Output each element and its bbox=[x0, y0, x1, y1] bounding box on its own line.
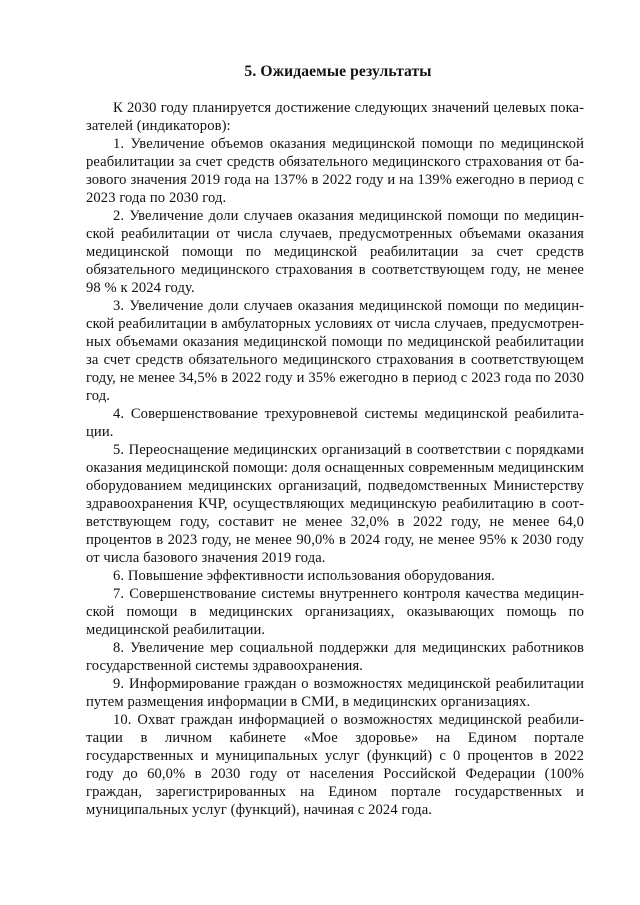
result-item-3: 3. Увеличение доли случаев оказания медицинской помощи по медицинской реабилитации в амбулаторных условиях от числа случаев, предусмотренных объемами оказания медицинской помощи по медицинской реабилитации за счет средств обязательного медицинского страхования в соответствующем году, не менее 34,5% в 2022 году и 35% ежегодно в период с 2023 года по 2030 год. bbox=[86, 298, 584, 404]
result-item-9: 9. Информирование граждан о возможностях медицинской реабилитации путем размещения информации в СМИ, в медицинских организациях. bbox=[86, 676, 584, 710]
result-item-1: 1. Увеличение объемов оказания медицинской помощи по медицинской реабилитации за счет средств обязательного медицинского страхования от базового значения 2019 года на 137% в 2022 году и на 139% ежегодно в период с 2023 года по 2030 год. bbox=[86, 136, 584, 206]
result-item-6: 6. Повышение эффективности использования оборудования. bbox=[113, 568, 495, 584]
result-item-10: 10. Охват граждан информацией о возможностях медицинской реабилитации в личном кабинете «Мое здоровье» на Едином портале государственных и муниципальных услуг (функций) с 0 процентов в 2022 году до 60,0% в 2030 году от населения Российской Федерации (100% граждан, зарегистрированных на Едином портале государственных и муниципальных услуг (функций), начиная с 2024 года. bbox=[86, 712, 584, 818]
document-page bbox=[86, 62, 584, 819]
result-item-4: 4. Совершенствование трехуровневой системы медицинской реабилитации. bbox=[86, 406, 584, 440]
result-item-5: 5. Переоснащение медицинских организаций в соответствии с порядками оказания медицинской помощи: доля оснащенных современным медицинским оборудованием медицинских организаций, подведомственных Министерству здравоохранения КЧР, осуществляющих медицинскую реабилитацию в соответствующем году, составит не менее 32,0% в 2022 году, не менее 64,0 процентов в 2023 году, не менее 90,0% в 2024 году, не менее 95% к 2030 году от числа базового значения 2019 года. bbox=[86, 442, 584, 566]
result-item-7: 7. Совершенствование системы внутреннего контроля качества медицинской помощи в медицинских организациях, оказывающих помощь по медицинской реабилитации. bbox=[86, 586, 584, 638]
result-item-8: 8. Увеличение мер социальной поддержки для медицинских работников государственной системы здравоохранения. bbox=[86, 640, 584, 674]
intro-paragraph: К 2030 году планируется достижение следующих значений целевых показателей (индикаторов): bbox=[86, 100, 584, 134]
result-item-2: 2. Увеличение доли случаев оказания медицинской помощи по медицинской реабилитации от числа случаев, предусмотренных объемами оказания медицинской помощи по медицинской реабилитации за счет средств обязательного медицинского страхования в соответствующем году, не менее 98 % к 2024 году. bbox=[86, 208, 584, 296]
section-title: 5. Ожидаемые результаты bbox=[244, 63, 432, 80]
